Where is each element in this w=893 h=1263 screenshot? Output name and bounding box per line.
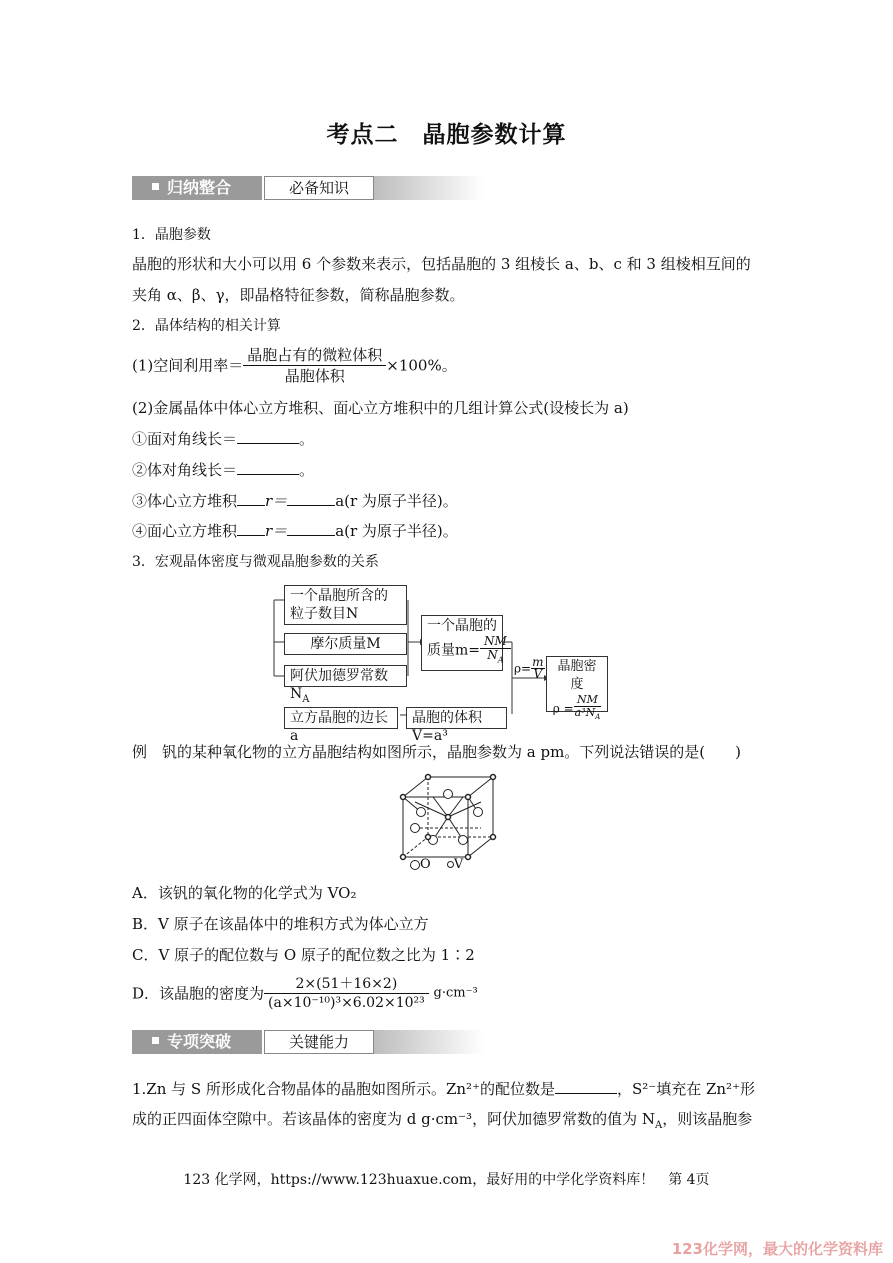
- option-c: C．V 原子的配位数与 O 原子的配位数之比为 1∶2: [132, 946, 475, 964]
- body-diagonal-line: ②体对角线长＝ 。: [132, 461, 315, 479]
- face-diagonal-line: ①面对角线长＝ 。: [132, 430, 315, 448]
- section-bar-summary: [132, 176, 484, 200]
- heading-cell-parameters: 1．晶胞参数: [132, 227, 211, 243]
- heading-structure-calc: 2．晶体结构的相关计算: [132, 318, 281, 334]
- metal-formula-intro: (2)金属晶体中体心立方堆积、面心立方堆积中的几组计算公式(设棱长为 a): [132, 399, 629, 417]
- flow-box-cell-mass: 一个晶胞的 质量m= $\frac{NM}{N_A}$: [421, 615, 503, 671]
- rho-arrow-label: ρ= $\frac{m}{V}$: [514, 655, 544, 681]
- page-title: 考点二 晶胞参数计算: [326, 121, 567, 148]
- crystal-cell-diagram: [393, 772, 508, 862]
- flow-box-avogadro: 阿伏加德罗常数$N_A$: [284, 665, 407, 687]
- section-label: 专项突破: [167, 1032, 232, 1051]
- answer-blank[interactable]: [237, 428, 299, 444]
- space-utilization-formula: (1)空间利用率＝ $\frac{\text{晶胞占有的微粒体积}}{\text{晶胞体积}}$ ×100%。: [132, 346, 457, 385]
- flow-box-edge-length: 立方晶胞的边长a: [284, 707, 398, 729]
- section-label: 归纳整合: [167, 178, 232, 197]
- square-bullet-icon: [152, 183, 159, 190]
- answer-blank[interactable]: [237, 459, 299, 475]
- fraction: $\frac{\text{晶胞占有的微粒体积}}{\text{晶胞体积}}$: [243, 345, 386, 386]
- option-b: B．V 原子在该晶体中的堆积方式为体心立方: [132, 915, 429, 933]
- watermark: 123化学网，最大的化学资料库: [671, 1240, 883, 1258]
- heading-density-relation: 3．宏观晶体密度与微观晶胞参数的关系: [132, 554, 379, 570]
- option-d: D．该晶胞的密度为 $\frac{2\times(51+16\times 2)}{\text{(a×10⁻¹⁰)³×6.02×10²³}}$ g·cm⁻³: [132, 976, 478, 1011]
- bar-gradient: [374, 1030, 484, 1054]
- answer-blank[interactable]: [237, 520, 265, 536]
- square-bullet-icon: [152, 1037, 159, 1044]
- vanadium-atom-icon: [447, 861, 454, 868]
- section-sublabel: 关键能力: [264, 1030, 374, 1054]
- flow-box-particles: 一个晶胞所含的粒子数目N: [284, 585, 407, 625]
- example-stem: 例 钒的某种氧化物的立方晶胞结构如图所示，晶胞参数为 a pm。下列说法错误的是( ): [132, 743, 742, 761]
- question-1-line2: 成的正四面体空隙中。若该晶体的密度为 d g·cm⁻³，阿伏加德罗常数的值为 $N_A$，则该晶胞参: [132, 1110, 753, 1131]
- bar-gradient: [374, 176, 484, 200]
- bcc-line: ③体心立方堆积 r＝ a(r 为原子半径)。: [132, 492, 458, 510]
- fcc-line: ④面心立方堆积 r＝ a(r 为原子半径)。: [132, 522, 458, 540]
- answer-blank[interactable]: [287, 520, 335, 536]
- flow-box-density: 晶胞密度 ρ = $\frac{NM}{a^3N_A}$: [546, 656, 608, 712]
- diagram-legend: O V: [410, 857, 463, 872]
- paragraph-line: 夹角 α、β、γ，即晶格特征参数，简称晶胞参数。: [132, 286, 465, 304]
- flow-box-molar-mass: 摩尔质量M: [284, 633, 407, 655]
- fraction: $\frac{2\times(51+16\times 2)}{\text{(a×10⁻¹⁰)³×6.02×10²³}}$: [264, 975, 429, 1012]
- answer-blank[interactable]: [555, 1078, 617, 1094]
- page-footer: 123 化学网，https://www.123huaxue.com，最好用的中学化学资料库！ 第 4页: [183, 1172, 710, 1188]
- section-sublabel: 必备知识: [264, 176, 374, 200]
- paragraph-line: 晶胞的形状和大小可以用 6 个参数来表示，包括晶胞的 3 组棱长 a、b、c 和 3 组棱相互间的: [132, 255, 751, 273]
- oxygen-atom-icon: [410, 860, 420, 870]
- answer-blank[interactable]: [237, 490, 265, 506]
- answer-blank[interactable]: [287, 490, 335, 506]
- option-a: A．该钒的氧化物的化学式为 VO₂: [132, 884, 357, 902]
- question-1-line1: 1.Zn 与 S 所形成化合物晶体的晶胞如图所示。Zn²⁺的配位数是 ，S²⁻填充在 Zn²⁺形: [132, 1080, 755, 1098]
- flow-box-cell-volume: 晶胞的体积V=a³: [406, 707, 507, 729]
- section-bar-practice: [132, 1030, 484, 1054]
